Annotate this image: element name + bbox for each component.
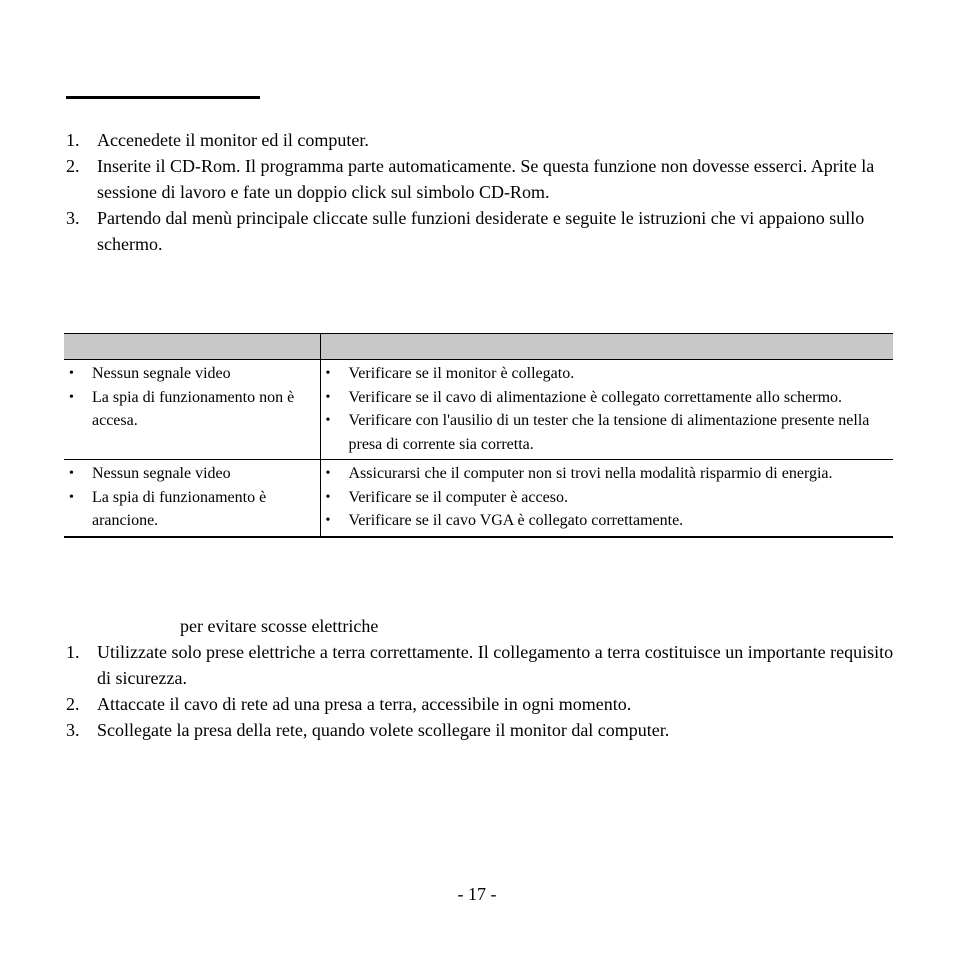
step-text: Scollegate la presa della rete, quando volete scollegare il monitor dal computer.	[97, 720, 670, 740]
solution-list	[321, 462, 894, 533]
list-item: • Assicurarsi che il computer non si trovi nella modalità risparmio di energia.	[321, 462, 894, 486]
list-item	[66, 205, 896, 257]
step-number: 1.	[66, 130, 80, 150]
step-text: Partendo dal menù principale cliccate sulle funzioni desiderate e seguite le istruzioni che vi appaiono sullo schermo.	[97, 208, 865, 254]
list-item: • Verificare con l'ausilio di un tester che la tensione di alimentazione presente nella presa di corrente sia corretta.	[321, 409, 894, 456]
safety-steps-list	[66, 639, 896, 743]
list-item: • La spia di funzionamento è arancione.	[64, 486, 320, 533]
page-number: - 17 -	[457, 884, 497, 904]
list-item	[66, 127, 896, 153]
list-item: • Nessun segnale video	[64, 462, 320, 486]
list-item	[66, 717, 896, 743]
step-number: 2.	[66, 156, 80, 176]
problem-list	[64, 462, 320, 533]
list-item: • Nessun segnale video	[64, 362, 320, 386]
list-item: • Verificare se il monitor è collegato.	[321, 362, 894, 386]
list-item: • La spia di funzionamento non è accesa.	[64, 386, 320, 433]
list-item: • Verificare se il cavo VGA è collegato correttamente.	[321, 509, 894, 533]
list-item	[66, 691, 896, 717]
table-header-row	[64, 334, 893, 360]
problem-list	[64, 362, 320, 433]
list-item: • Verificare se il cavo di alimentazione è collegato correttamente allo schermo.	[321, 386, 894, 410]
install-steps-list	[66, 127, 896, 257]
problem-column-header	[64, 334, 320, 360]
troubleshooting-table	[64, 333, 893, 538]
step-number: 2.	[66, 694, 80, 714]
table-row	[64, 460, 893, 537]
step-number: 3.	[66, 208, 80, 228]
list-item	[66, 639, 896, 691]
solution-cell	[320, 460, 893, 537]
solution-cell	[320, 360, 893, 460]
step-number: 1.	[66, 642, 80, 662]
problem-cell	[64, 360, 320, 460]
problem-cell	[64, 460, 320, 537]
list-item	[66, 153, 896, 205]
solution-list	[321, 362, 894, 456]
safety-lead-text: per evitare scosse elettriche	[180, 616, 379, 636]
list-item: • Verificare se il computer è acceso.	[321, 486, 894, 510]
step-text: Utilizzate solo prese elettriche a terra correttamente. Il collegamento a terra costituisce un importante requisito di sicurezza.	[97, 642, 894, 688]
step-text: Inserite il CD-Rom. Il programma parte automaticamente. Se questa funzione non dovesse esserci. Aprite la sessione di lavoro e fate un doppio click sul simbolo CD-Rom.	[97, 156, 875, 202]
solution-column-header	[320, 334, 893, 360]
heading-underline	[66, 96, 260, 99]
table-row	[64, 360, 893, 460]
step-text: Accenedete il monitor ed il computer.	[97, 130, 369, 150]
step-text: Attaccate il cavo di rete ad una presa a terra, accessibile in ogni momento.	[97, 694, 632, 714]
step-number: 3.	[66, 720, 80, 740]
